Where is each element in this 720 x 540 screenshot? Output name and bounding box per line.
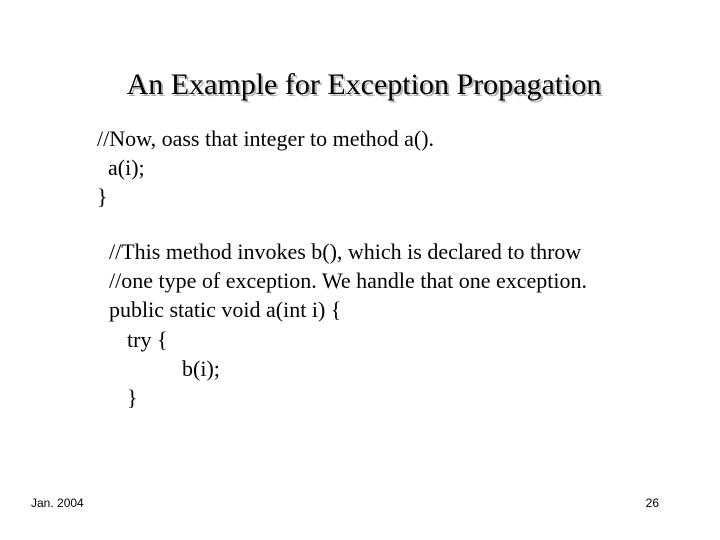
code-call-b: b(i); [182, 356, 220, 381]
code-try-close: } [127, 385, 138, 410]
footer-date: Jan. 2004 [31, 496, 84, 510]
code-method-signature-a: public static void a(int i) { [109, 297, 342, 322]
slide-title: An Example for Exception Propagation [126, 68, 602, 101]
code-comment-invokes-b: //This method invokes b(), which is declared to throw [109, 239, 582, 264]
code-comment-pass-integer: //Now, oass that integer to method a(). [97, 126, 435, 151]
code-closing-brace-main: } [97, 184, 108, 209]
code-comment-one-exception: //one type of exception. We handle that one exception. [109, 268, 587, 293]
page-number: 26 [645, 496, 659, 510]
code-call-a: a(i); [108, 155, 145, 180]
code-try-open: try { [127, 327, 168, 352]
